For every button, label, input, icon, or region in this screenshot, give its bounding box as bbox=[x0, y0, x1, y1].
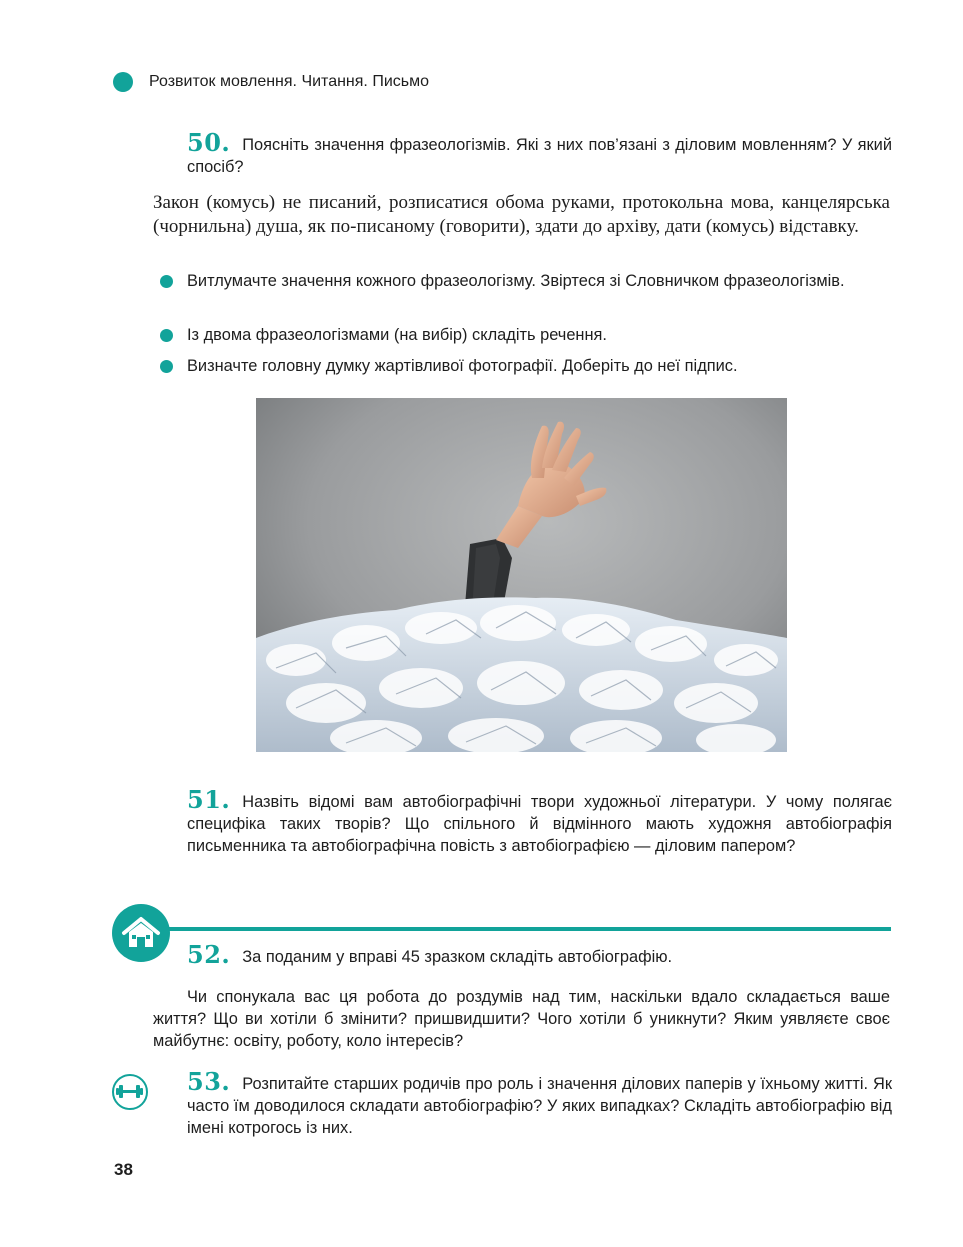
exercise-51-text: Назвіть відомі вам автобіографічні твори художньої літератури. У чому полягає специфіка таких творів? Що спільного й відмінного мають художня автобіографія письменника та автобіографічна повість з автобіографією — діловим папером? bbox=[187, 793, 892, 855]
bullet-dot-icon bbox=[160, 360, 173, 373]
exercise-51-number: 51. bbox=[187, 785, 231, 814]
bullet-text: Витлумачте значення кожного фразеологізму. Звіртеся зі Словничком фразеологізмів. bbox=[187, 272, 845, 290]
bullet-item bbox=[160, 355, 892, 377]
phraseologisms-list: Закон (комусь) не писаний, розписатися обома руками, протокольна мова, канцелярська (чорнильна) душа, як по-писаному (говорити), здати до архіву, дати (комусь) відставку. bbox=[153, 192, 890, 237]
bullet-text: Із двома фразеологізмами (на вибір) складіть речення. bbox=[187, 326, 607, 344]
exercise-52-text: За поданим у вправі 45 зразком складіть автобіографію. bbox=[242, 948, 673, 966]
bullet-item bbox=[160, 324, 892, 346]
header-bullet-icon bbox=[113, 72, 133, 92]
page-number: 38 bbox=[114, 1160, 133, 1179]
exercise-53-text: Розпитайте старших родичів про роль і значення ділових паперів у їхньому житті. Як часто їм доводилося складати автобіографію? У яких випадках? Складіть автобіографію від імені котрогось із них. bbox=[187, 1075, 892, 1137]
exercise-53 bbox=[187, 1067, 892, 1139]
dumbbell-icon bbox=[112, 1074, 148, 1110]
exercise-52 bbox=[187, 940, 892, 969]
exercise-50 bbox=[187, 128, 892, 178]
bullet-item bbox=[160, 270, 892, 292]
home-icon bbox=[112, 904, 170, 962]
exercise-52-paragraph: Чи спонукала вас ця робота до роздумів над тим, наскільки вдало складається ваше життя? Що ви хотіли б змінити? пришвидшити? Чого хотіли б уникнути? Яким уявляєте своє майбутнє: освіту, роботу, коло інтересів? bbox=[153, 988, 890, 1050]
bullet-text: Визначте головну думку жартівливої фотографії. Доберіть до неї підпис. bbox=[187, 357, 738, 375]
bullet-dot-icon bbox=[160, 275, 173, 288]
homework-divider bbox=[140, 927, 891, 931]
section-header: Розвиток мовлення. Читання. Письмо bbox=[149, 73, 429, 90]
hand-in-paper-pile-photo bbox=[256, 398, 787, 752]
exercise-50-text: Поясніть значення фразеологізмів. Які з них пов’язані з діловим мовленням? У який спосіб? bbox=[187, 136, 892, 176]
exercise-50-number: 50. bbox=[187, 128, 231, 157]
bullet-dot-icon bbox=[160, 329, 173, 342]
exercise-51 bbox=[187, 785, 892, 857]
exercise-52-number: 52. bbox=[187, 940, 231, 969]
exercise-53-number: 53. bbox=[187, 1067, 231, 1096]
